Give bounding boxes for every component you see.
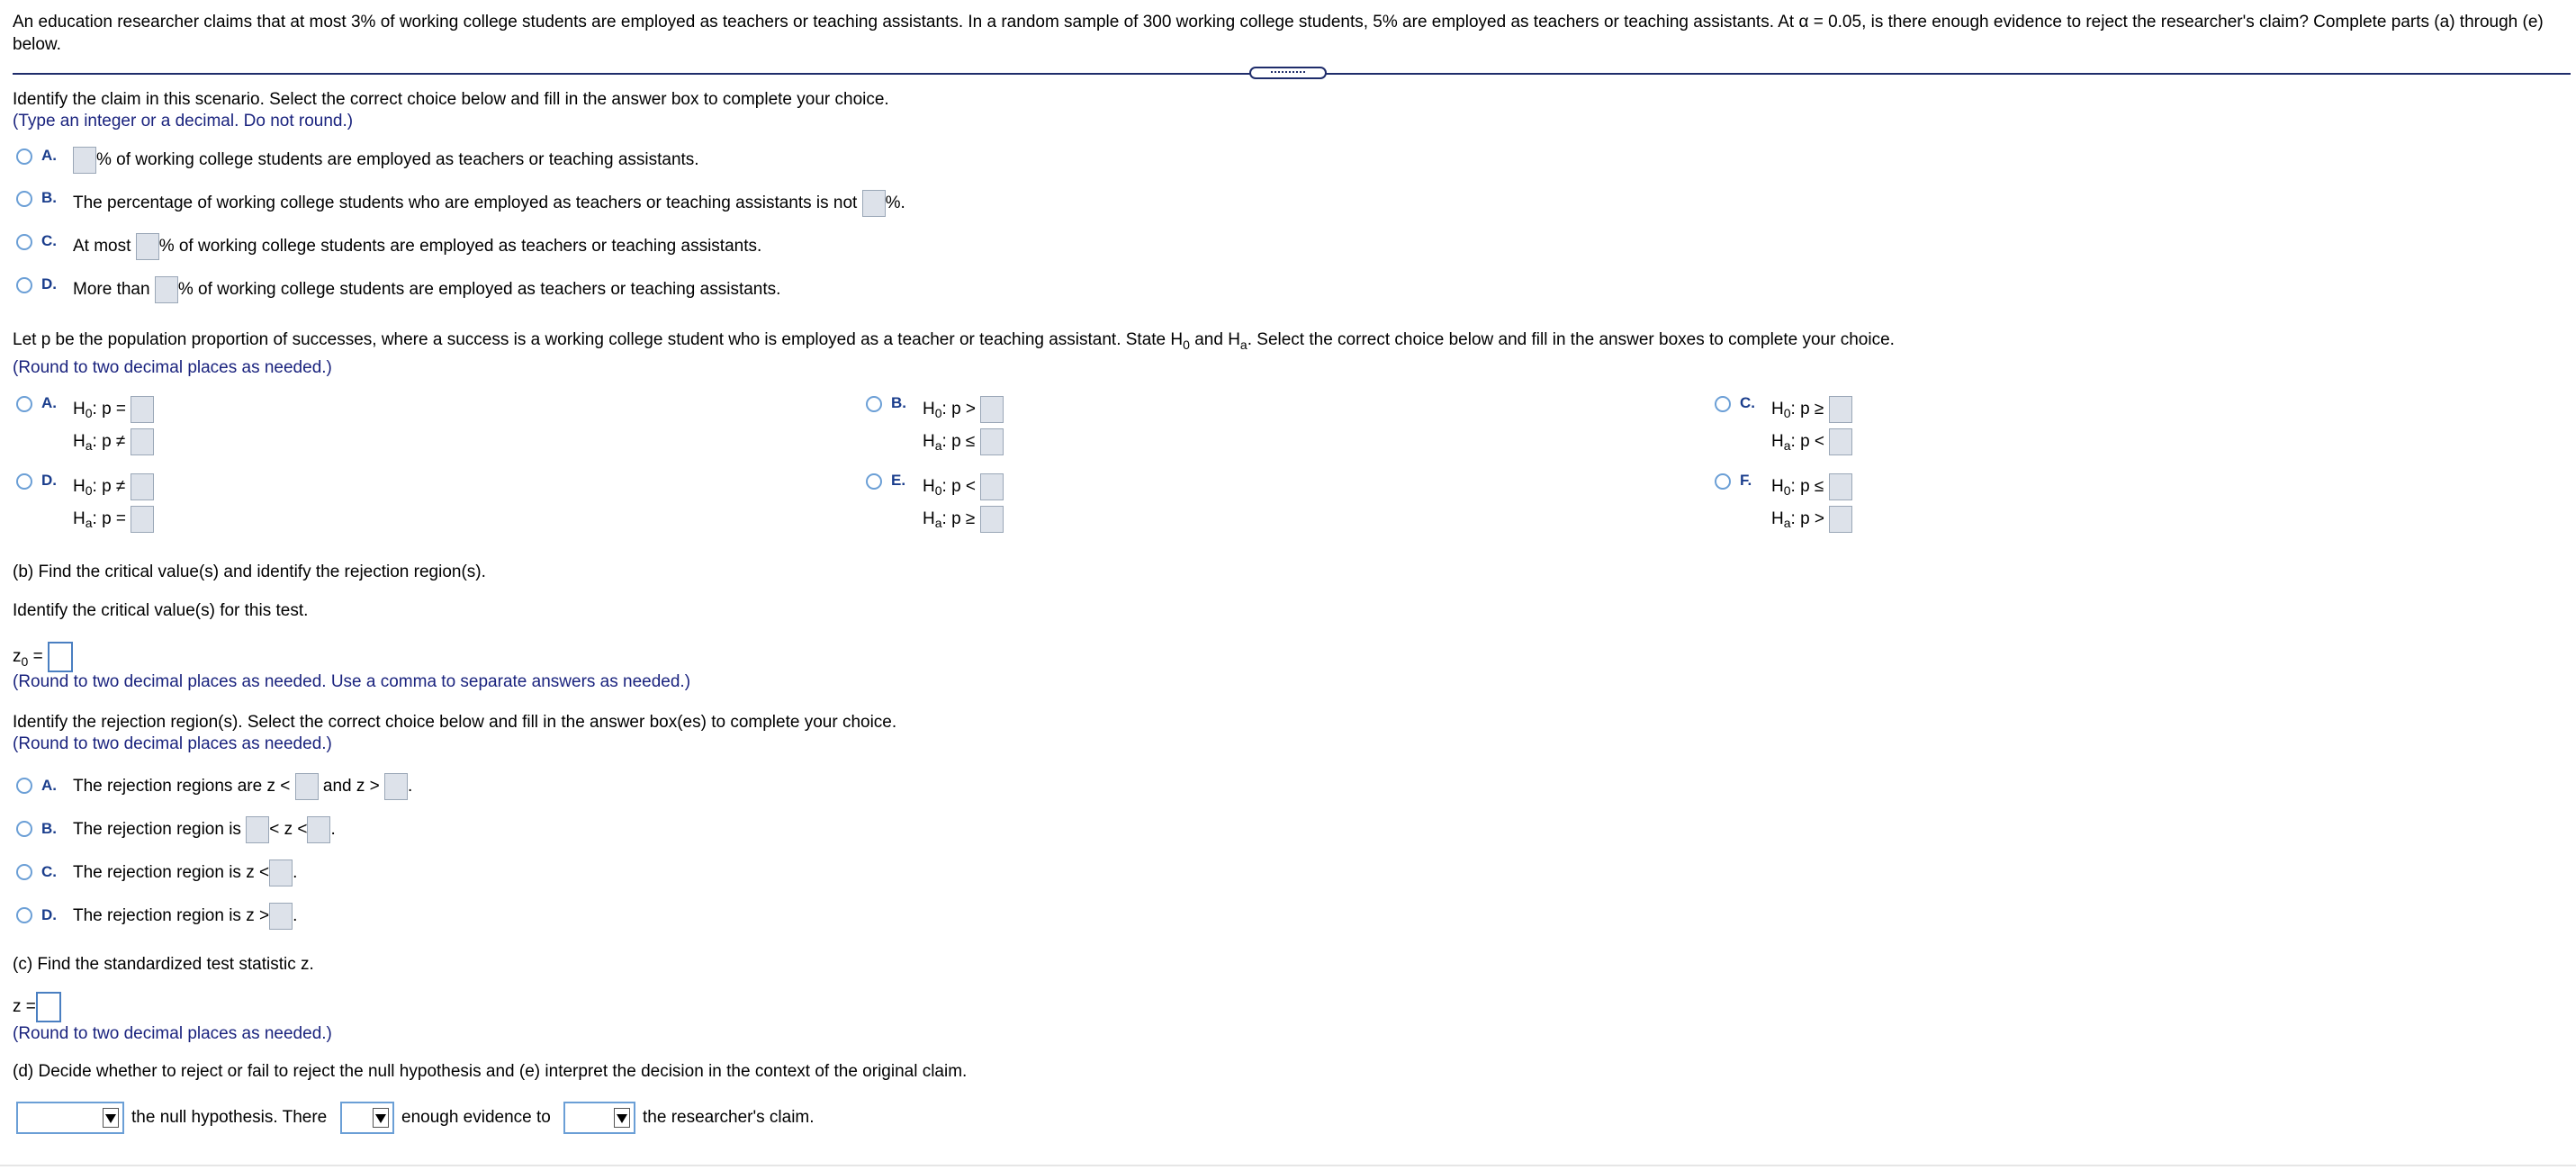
z0-input[interactable]: [48, 642, 73, 672]
hyp-a-ha-input[interactable]: [131, 428, 154, 455]
claim-choice-a-radio[interactable]: [16, 148, 32, 165]
z-hint: (Round to two decimal places as needed.): [13, 1024, 332, 1043]
claim-choice-d-letter: D.: [41, 275, 57, 292]
rej-a-input-1[interactable]: [295, 773, 319, 800]
evidence-text: enough evidence to: [401, 1108, 551, 1127]
hyp-c-h0-input[interactable]: [1829, 396, 1852, 423]
hypothesis-prompt: Let p be the population proportion of successes, where a success is a working college student who is employed as a teacher or teaching assistant. State $H_0$ and $H_a$. Select the correct choice below and fill in the answer boxes to complete your choice.: [13, 330, 1895, 352]
hyp-choice-a-radio[interactable]: [16, 396, 32, 412]
hypothesis-hint: (Round to two decimal places as needed.): [13, 358, 332, 377]
claim-prompt: Identify the claim in this scenario. Select the correct choice below and fill in the answer box to complete your choice.: [13, 90, 889, 109]
rej-choice-b: The rejection region is < z < .: [73, 816, 336, 843]
hyp-e-h0-input[interactable]: [980, 473, 1004, 500]
hyp-choice-d-letter: D.: [41, 472, 57, 489]
claim-choice-b: [73, 190, 905, 217]
rej-choice-b-radio[interactable]: [16, 821, 32, 837]
rej-choice-a-radio[interactable]: [16, 778, 32, 794]
hyp-a-h0-input[interactable]: [131, 396, 154, 423]
claim-choice-d: [73, 276, 780, 303]
hyp-choice-c-letter: C.: [1740, 394, 1755, 411]
hyp-e-ha: $H_a$: p ≥: [923, 506, 1004, 533]
z0-row: $z_0$ =: [13, 642, 73, 672]
claim-action-text: the researcher's claim.: [643, 1108, 815, 1127]
evidence-dropdown[interactable]: [340, 1102, 394, 1134]
dropdown-arrow-icon: [103, 1108, 119, 1128]
z-row: z =: [13, 992, 61, 1022]
rej-choice-a: The rejection regions are z < and z > .: [73, 773, 412, 800]
hyp-a-ha: $H_a$: p ≠: [73, 428, 154, 455]
hyp-choice-e-radio[interactable]: [866, 473, 882, 490]
claim-b-text: The percentage of working college students who are employed as teachers or teaching assistants is not: [73, 194, 858, 213]
rej-d-input[interactable]: [269, 903, 293, 930]
claim-choice-b-radio[interactable]: [16, 191, 32, 207]
critical-prompt: Identify the critical value(s) for this test.: [13, 601, 309, 620]
rej-c-input[interactable]: [269, 860, 293, 886]
claim-c-prefix: At most: [73, 237, 131, 256]
rejection-hint: (Round to two decimal places as needed.): [13, 734, 332, 753]
hyp-choice-b-radio[interactable]: [866, 396, 882, 412]
z-input[interactable]: [36, 992, 61, 1022]
hyp-b-ha-input[interactable]: [980, 428, 1004, 455]
part-d-title: (d) Decide whether to reject or fail to reject the null hypothesis and (e) interpret the decision in the context of the original claim.: [13, 1062, 968, 1081]
hyp-d-ha: $H_a$: p =: [73, 506, 154, 533]
claim-d-input[interactable]: [155, 276, 178, 303]
hyp-d-ha-input[interactable]: [131, 506, 154, 533]
claim-d-prefix: More than: [73, 280, 150, 300]
hyp-a-h0: $H_0$: p =: [73, 396, 154, 423]
claim-choice-c-letter: C.: [41, 232, 57, 249]
claim-action-dropdown[interactable]: [563, 1102, 635, 1134]
decision-dropdown[interactable]: [16, 1102, 124, 1134]
claim-choice-a: [73, 147, 699, 174]
claim-choice-a-letter: A.: [41, 147, 57, 164]
rej-choice-a-letter: A.: [41, 777, 57, 794]
bottom-divider: [0, 1165, 2576, 1166]
claim-c-input[interactable]: [136, 233, 159, 260]
hyp-choice-f-letter: F.: [1740, 472, 1752, 489]
rej-choice-d: The rejection region is z > .: [73, 903, 297, 930]
hyp-choice-a-letter: A.: [41, 394, 57, 411]
rej-choice-c: The rejection region is z < .: [73, 860, 297, 886]
rej-choice-d-radio[interactable]: [16, 907, 32, 923]
hyp-e-ha-input[interactable]: [980, 506, 1004, 533]
rej-choice-c-radio[interactable]: [16, 864, 32, 880]
hyp-e-h0: $H_0$: p <: [923, 473, 1004, 500]
collapse-handle[interactable]: [1249, 67, 1327, 79]
part-b-title: (b) Find the critical value(s) and identify the rejection region(s).: [13, 562, 486, 581]
hyp-b-h0: $H_0$: p >: [923, 396, 1004, 423]
claim-d-text: % of working college students are employed as teachers or teaching assistants.: [177, 280, 781, 300]
hyp-d-h0-input[interactable]: [131, 473, 154, 500]
claim-choice-c-radio[interactable]: [16, 234, 32, 250]
hyp-c-ha: $H_a$: p <: [1771, 428, 1852, 455]
rej-choice-b-letter: B.: [41, 820, 57, 837]
dropdown-arrow-icon: [373, 1108, 389, 1128]
hyp-b-ha: $H_a$: p ≤: [923, 428, 1004, 455]
claim-choice-d-radio[interactable]: [16, 277, 32, 293]
part-c-title: (c) Find the standardized test statistic z.: [13, 955, 314, 974]
hyp-f-ha: $H_a$: p >: [1771, 506, 1852, 533]
claim-a-input[interactable]: [73, 147, 96, 174]
rejection-prompt: Identify the rejection region(s). Select the correct choice below and fill in the answer box(es) to complete your choice.: [13, 713, 897, 732]
hyp-choice-b-letter: B.: [891, 394, 906, 411]
claim-c-text: % of working college students are employed as teachers or teaching assistants.: [158, 237, 762, 256]
hyp-b-h0-input[interactable]: [980, 396, 1004, 423]
hyp-choice-e-letter: E.: [891, 472, 906, 489]
hyp-f-h0: $H_0$: p ≤: [1771, 473, 1852, 500]
claim-b-input[interactable]: [862, 190, 886, 217]
question-text: An education researcher claims that at most 3% of working college students are employed as teachers or teaching assistants. In a random sample of 300 working college students, 5% are employed as teachers or teaching assistants. At α = 0.05, is there enough evidence to reject the researcher's claim? Complete parts (a) through (e) below.: [13, 13, 2544, 54]
hyp-f-h0-input[interactable]: [1829, 473, 1852, 500]
claim-choice-c: [73, 233, 761, 260]
hyp-c-h0: $H_0$: p ≥: [1771, 396, 1852, 423]
rej-choice-c-letter: C.: [41, 863, 57, 880]
hyp-choice-d-radio[interactable]: [16, 473, 32, 490]
claim-hint: (Type an integer or a decimal. Do not round.): [13, 112, 354, 130]
dropdown-arrow-icon: [614, 1108, 630, 1128]
hyp-c-ha-input[interactable]: [1829, 428, 1852, 455]
rej-b-input-2[interactable]: [307, 816, 330, 843]
claim-b-suffix: %.: [885, 194, 905, 213]
hyp-f-ha-input[interactable]: [1829, 506, 1852, 533]
decision-text: the null hypothesis. There: [131, 1108, 328, 1127]
hyp-choice-c-radio[interactable]: [1715, 396, 1731, 412]
rej-a-input-2[interactable]: [384, 773, 408, 800]
claim-choice-b-letter: B.: [41, 189, 57, 206]
claim-a-text: % of working college students are employed as teachers or teaching assistants.: [96, 150, 699, 170]
hyp-choice-f-radio[interactable]: [1715, 473, 1731, 490]
critical-hint: (Round to two decimal places as needed. Use a comma to separate answers as needed.): [13, 672, 691, 691]
grip-icon: [1271, 71, 1305, 76]
rej-b-input-1[interactable]: [246, 816, 269, 843]
rej-choice-d-letter: D.: [41, 906, 57, 923]
hyp-d-h0: $H_0$: p ≠: [73, 473, 154, 500]
